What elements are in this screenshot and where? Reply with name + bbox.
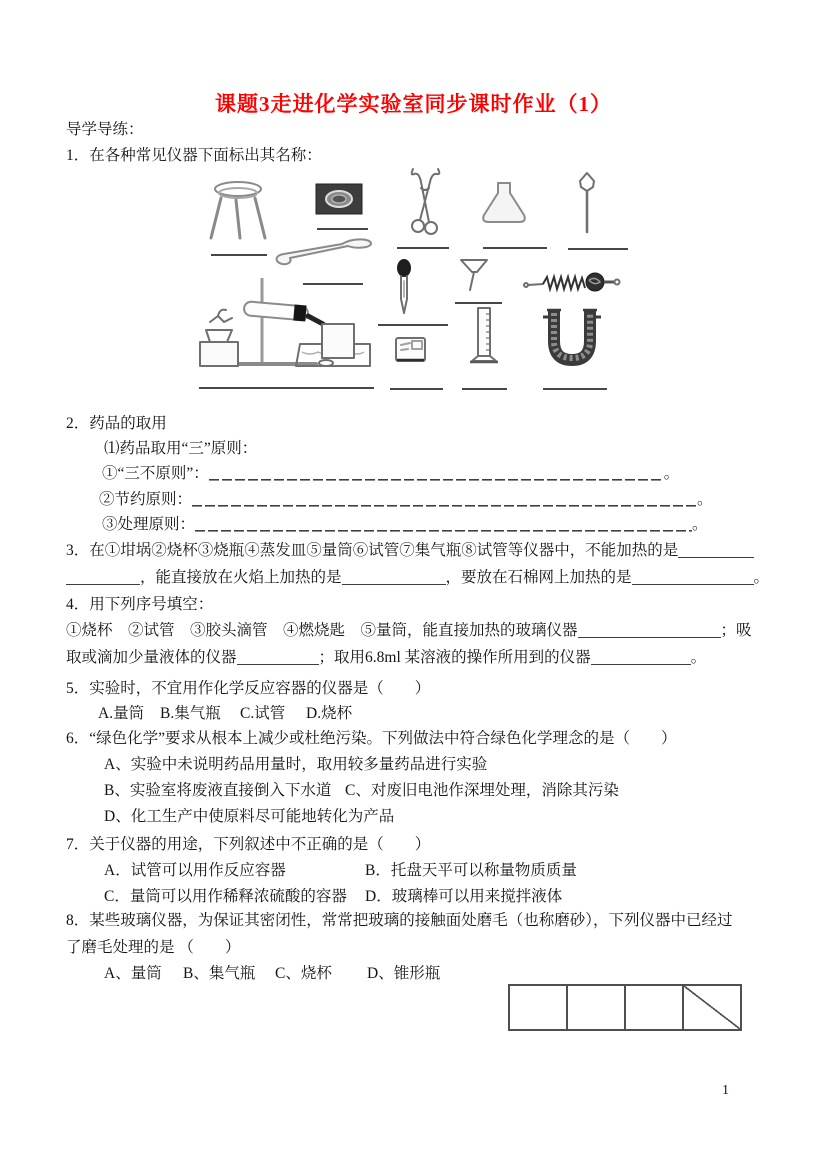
equipment-name-blank	[199, 387, 374, 389]
question-text: ，能直接放在火焰上加热的是	[140, 569, 342, 586]
period: 。	[663, 465, 680, 482]
wire-gauze-icon	[315, 183, 363, 215]
question-text: ①烧杯 ②试管 ③胶头滴管 ④燃烧匙 ⑤量筒，能直接加热的玻璃仪器	[66, 622, 578, 639]
question-text: 取或滴加少量液体的仪器	[66, 649, 237, 666]
question-text: ；吸	[720, 622, 752, 639]
question-7-option-d: D．玻璃棒可以用来搅拌液体	[365, 888, 563, 905]
question-text: 3．在①坩埚②烧杯③烧瓶④蒸发皿⑤量筒⑥试管⑦集气瓶⑧试管等仪器中，不能加热的是	[66, 542, 679, 559]
fill-blank	[632, 569, 754, 585]
period: 。	[753, 569, 770, 586]
graduated-cylinder-icon	[467, 306, 501, 366]
fill-blank	[578, 622, 721, 638]
equipment-name-blank	[543, 388, 607, 390]
question-6-option-d: D、化工生产中使原料尽可能地转化为产品	[104, 808, 395, 825]
question-6-option-c: C、对废旧电池作深埋处理，消除其污染	[345, 782, 619, 799]
equipment-name-blank	[455, 302, 502, 304]
question-8-option-a: A、量筒	[104, 965, 162, 982]
question-1-text: 1．在各种常见仪器下面标出其名称：	[66, 147, 322, 164]
question-8-option-c: C、烧杯	[275, 965, 332, 982]
page-number: 1	[722, 1083, 729, 1098]
period: 。	[690, 649, 707, 666]
question-8-line-2: 了磨毛处理的是 （ ）	[66, 939, 241, 956]
fill-blank	[192, 492, 697, 507]
tripod-icon	[206, 180, 270, 242]
item-label: ②节约原则：	[99, 491, 193, 508]
question-2-item-3	[102, 515, 708, 534]
period: 。	[697, 491, 713, 508]
erlenmeyer-flask-icon	[478, 181, 530, 225]
equipment-name-blank	[568, 248, 628, 250]
answer-cell	[508, 984, 568, 1031]
fill-blank	[591, 649, 691, 665]
question-2-sub: ⑴药品取用“三”原则：	[104, 440, 258, 457]
question-7-option-a: A．试管可以用作反应容器	[104, 862, 286, 879]
fill-blank	[195, 517, 692, 532]
fill-blank	[209, 466, 664, 481]
equipment-name-blank	[397, 247, 449, 249]
question-5-option-c: C.试管	[240, 705, 286, 722]
question-7-title: 7．关于仪器的用途，下列叙述中不正确的是（ ）	[66, 836, 431, 853]
question-4-title: 4．用下列序号填空：	[66, 596, 214, 613]
question-4-line-2	[66, 648, 706, 667]
question-7-option-b: B．托盘天平可以称量物质质量	[365, 862, 577, 879]
collecting-bottle-icon	[394, 334, 428, 364]
question-2-item-1	[102, 464, 679, 483]
answer-cell-diagonal	[684, 984, 742, 1031]
period: 。	[692, 516, 708, 533]
question-5-title: 5．实验时，不宜用作化学反应容器的仪器是（ ）	[66, 680, 431, 697]
question-6-option-b: B、实验室将废液直接倒入下水道	[104, 782, 332, 799]
question-8-option-b: B、集气瓶	[183, 965, 256, 982]
equipment-name-blank	[483, 247, 547, 249]
question-5-option-b: B.集气瓶	[160, 705, 221, 722]
guide-label: 导学导练：	[66, 121, 144, 138]
fill-blank	[237, 649, 319, 665]
question-4-line-1	[66, 621, 752, 640]
question-8-option-d: D、锥形瓶	[367, 965, 441, 982]
question-5-option-d: D.烧杯	[306, 705, 353, 722]
test-tube-brush-icon	[523, 272, 620, 296]
question-5-option-a: A.量筒	[98, 705, 145, 722]
question-8-line-1: 8．某些玻璃仪器，为保证其密闭性，常常把玻璃的接触面处磨毛（也称磨砂），下列仪器中已经过	[66, 912, 733, 929]
item-label: ①“三不原则”：	[102, 465, 209, 482]
question-7-option-c: C．量筒可以用作稀释浓硫酸的容器	[104, 888, 347, 905]
dropper-icon	[391, 259, 417, 317]
question-2-title: 2．药品的取用	[66, 415, 167, 432]
equipment-name-blank	[462, 388, 507, 390]
answer-cell	[626, 984, 684, 1031]
u-tube-icon	[541, 305, 603, 368]
fill-blank	[342, 569, 446, 585]
answer-grid	[508, 984, 742, 1031]
crucible-tongs-icon	[404, 166, 444, 236]
spatula-icon	[272, 235, 376, 269]
page-title: 课题3走进化学实验室同步课时作业（1）	[215, 92, 612, 116]
item-label: ③处理原则：	[102, 516, 196, 533]
question-6-title: 6．“绿色化学”要求从根本上减少或杜绝污染。下列做法中符合绿色化学理念的是（ ）	[66, 730, 677, 747]
combustion-spoon-icon	[572, 169, 602, 235]
question-2-item-2	[99, 490, 713, 509]
equipment-name-blank	[390, 388, 443, 390]
fill-blank	[678, 542, 754, 558]
answer-cell	[568, 984, 626, 1031]
question-3-line-1	[66, 541, 754, 560]
question-text: ；取用6.8ml 某溶液的操作所用到的仪器	[318, 649, 591, 666]
equipment-name-blank	[211, 254, 267, 256]
equipment-name-blank	[317, 228, 368, 230]
question-3-line-2	[66, 568, 769, 587]
equipment-name-blank	[378, 324, 448, 326]
funnel-icon	[457, 257, 491, 295]
gas-generation-setup-icon	[194, 272, 376, 370]
question-6-option-a: A、实验中未说明药品用量时，取用较多量药品进行实验	[104, 756, 488, 773]
question-text: ，要放在石棉网上加热的是	[445, 569, 632, 586]
equipment-name-blank	[303, 283, 363, 285]
fill-blank	[66, 569, 140, 585]
